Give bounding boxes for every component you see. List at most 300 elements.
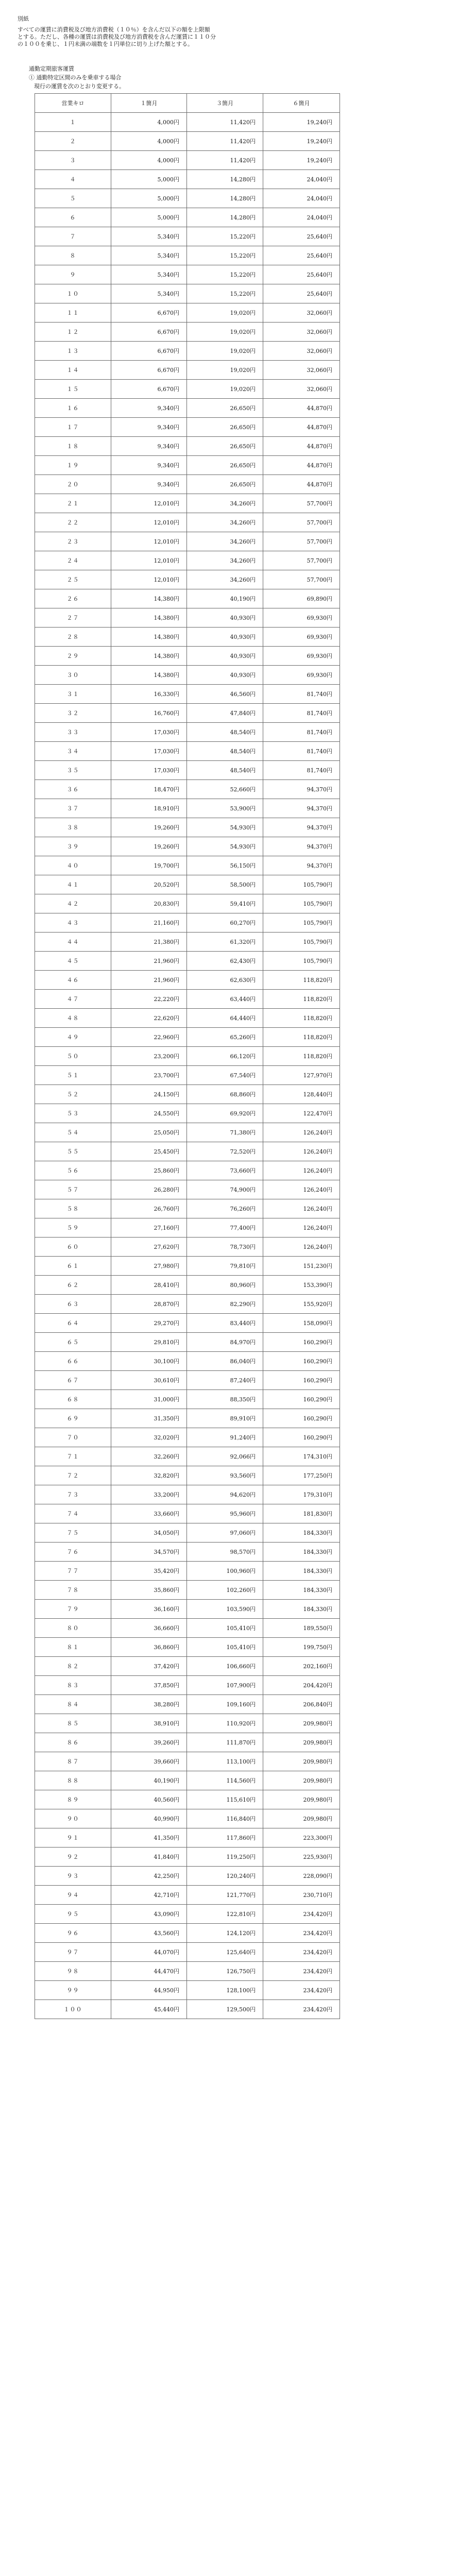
- table-row: [35, 1428, 340, 1447]
- cell-distance: ６４: [35, 1314, 111, 1333]
- cell-1-month: 29,270円: [111, 1314, 187, 1333]
- cell-6-month: 44,870円: [263, 399, 340, 418]
- cell-distance: ７３: [35, 1485, 111, 1504]
- cell-3-month: 34,260円: [187, 551, 263, 570]
- cell-distance: ９４: [35, 1886, 111, 1905]
- cell-distance: ５: [35, 189, 111, 208]
- cell-3-month: 47,840円: [187, 704, 263, 723]
- table-row: [35, 1543, 340, 1562]
- cell-distance: ２６: [35, 589, 111, 608]
- table-row: [35, 875, 340, 894]
- table-row: [35, 666, 340, 685]
- cell-6-month: 209,980円: [263, 1733, 340, 1752]
- cell-6-month: 234,420円: [263, 1943, 340, 1962]
- cell-6-month: 209,980円: [263, 1809, 340, 1828]
- cell-3-month: 78,730円: [187, 1238, 263, 1257]
- cell-6-month: 209,980円: [263, 1771, 340, 1790]
- cell-distance: ３７: [35, 799, 111, 818]
- cell-distance: ４３: [35, 913, 111, 933]
- cell-3-month: 59,410円: [187, 894, 263, 913]
- table-row: [35, 1638, 340, 1657]
- cell-1-month: 22,960円: [111, 1028, 187, 1047]
- header-3-month: ３箇月: [187, 94, 263, 113]
- cell-distance: ２７: [35, 608, 111, 628]
- cell-3-month: 19,020円: [187, 303, 263, 323]
- cell-3-month: 11,420円: [187, 113, 263, 132]
- cell-6-month: 126,240円: [263, 1218, 340, 1238]
- cell-3-month: 26,650円: [187, 456, 263, 475]
- table-row: [35, 1848, 340, 1867]
- cell-distance: ６: [35, 208, 111, 227]
- cell-6-month: 184,330円: [263, 1543, 340, 1562]
- cell-6-month: 234,420円: [263, 1905, 340, 1924]
- cell-3-month: 105,410円: [187, 1638, 263, 1657]
- cell-distance: １４: [35, 361, 111, 380]
- cell-3-month: 72,520円: [187, 1142, 263, 1161]
- cell-1-month: 29,810円: [111, 1333, 187, 1352]
- table-row: [35, 475, 340, 494]
- cell-6-month: 57,700円: [263, 513, 340, 532]
- cell-6-month: 234,420円: [263, 1962, 340, 1981]
- cell-distance: ５４: [35, 1123, 111, 1142]
- cell-1-month: 6,670円: [111, 342, 187, 361]
- cell-3-month: 14,280円: [187, 208, 263, 227]
- cell-distance: ８９: [35, 1790, 111, 1809]
- cell-1-month: 34,050円: [111, 1523, 187, 1543]
- table-row: [35, 1657, 340, 1676]
- cell-distance: ３５: [35, 761, 111, 780]
- cell-3-month: 65,260円: [187, 1028, 263, 1047]
- cell-distance: １６: [35, 399, 111, 418]
- cell-distance: ４０: [35, 856, 111, 875]
- table-row: [35, 1752, 340, 1771]
- cell-1-month: 38,910円: [111, 1714, 187, 1733]
- cell-3-month: 15,220円: [187, 284, 263, 303]
- cell-distance: １１: [35, 303, 111, 323]
- cell-1-month: 18,470円: [111, 780, 187, 799]
- cell-1-month: 33,200円: [111, 1485, 187, 1504]
- cell-distance: ３: [35, 151, 111, 170]
- cell-3-month: 46,560円: [187, 685, 263, 704]
- cell-3-month: 88,350円: [187, 1390, 263, 1409]
- cell-3-month: 54,930円: [187, 837, 263, 856]
- cell-1-month: 31,350円: [111, 1409, 187, 1428]
- table-row: [35, 1218, 340, 1238]
- cell-6-month: 57,700円: [263, 551, 340, 570]
- cell-distance: １９: [35, 456, 111, 475]
- cell-1-month: 28,870円: [111, 1295, 187, 1314]
- cell-distance: ４８: [35, 1009, 111, 1028]
- cell-3-month: 87,240円: [187, 1371, 263, 1390]
- cell-6-month: 81,740円: [263, 704, 340, 723]
- cell-distance: ４: [35, 170, 111, 189]
- table-row: [35, 1123, 340, 1142]
- cell-distance: ７４: [35, 1504, 111, 1523]
- cell-1-month: 42,250円: [111, 1867, 187, 1886]
- table-row: [35, 1695, 340, 1714]
- cell-1-month: 39,660円: [111, 1752, 187, 1771]
- intro-line-1: すべての運賃に消費税及び地方消費税（１０％）を含んだ以下の額を上限額: [18, 26, 210, 33]
- table-row: [35, 532, 340, 551]
- cell-distance: ４９: [35, 1028, 111, 1047]
- cell-1-month: 41,840円: [111, 1848, 187, 1867]
- cell-1-month: 6,670円: [111, 361, 187, 380]
- cell-3-month: 52,660円: [187, 780, 263, 799]
- intro-heading: 別紙: [18, 15, 29, 22]
- cell-1-month: 12,010円: [111, 532, 187, 551]
- cell-distance: ７２: [35, 1466, 111, 1485]
- table-row: [35, 189, 340, 208]
- cell-6-month: 94,370円: [263, 837, 340, 856]
- cell-distance: ５３: [35, 1104, 111, 1123]
- table-row: [35, 1009, 340, 1028]
- cell-3-month: 103,590円: [187, 1600, 263, 1619]
- cell-1-month: 33,660円: [111, 1504, 187, 1523]
- table-header-row: [35, 94, 340, 113]
- cell-1-month: 19,260円: [111, 818, 187, 837]
- cell-1-month: 42,710円: [111, 1886, 187, 1905]
- table-row: [35, 265, 340, 284]
- cell-3-month: 128,100円: [187, 1981, 263, 2000]
- cell-distance: ４７: [35, 990, 111, 1009]
- cell-3-month: 122,810円: [187, 1905, 263, 1924]
- table-row: [35, 1523, 340, 1543]
- cell-1-month: 44,950円: [111, 1981, 187, 2000]
- table-row: [35, 342, 340, 361]
- cell-6-month: 118,820円: [263, 1009, 340, 1028]
- cell-6-month: 184,330円: [263, 1581, 340, 1600]
- fare-table-1: [35, 93, 340, 2019]
- cell-distance: ５６: [35, 1161, 111, 1180]
- cell-distance: ２: [35, 132, 111, 151]
- table-row: [35, 1085, 340, 1104]
- cell-3-month: 48,540円: [187, 761, 263, 780]
- cell-1-month: 21,380円: [111, 933, 187, 952]
- cell-distance: ５１: [35, 1066, 111, 1085]
- cell-1-month: 17,030円: [111, 761, 187, 780]
- cell-6-month: 69,890円: [263, 589, 340, 608]
- table-row: [35, 1981, 340, 2000]
- table-row: [35, 647, 340, 666]
- cell-6-month: 204,420円: [263, 1676, 340, 1695]
- cell-6-month: 179,310円: [263, 1485, 340, 1504]
- cell-1-month: 19,260円: [111, 837, 187, 856]
- cell-3-month: 94,620円: [187, 1485, 263, 1504]
- cell-3-month: 95,960円: [187, 1504, 263, 1523]
- cell-3-month: 26,650円: [187, 399, 263, 418]
- cell-distance: １３: [35, 342, 111, 361]
- cell-1-month: 5,000円: [111, 189, 187, 208]
- cell-distance: ６７: [35, 1371, 111, 1390]
- cell-distance: ２９: [35, 647, 111, 666]
- table-row: [35, 1771, 340, 1790]
- table-row: [35, 1314, 340, 1333]
- cell-distance: ２５: [35, 570, 111, 589]
- table-row: [35, 1333, 340, 1352]
- table-row: [35, 1352, 340, 1371]
- table-row: [35, 1905, 340, 1924]
- cell-3-month: 113,100円: [187, 1752, 263, 1771]
- cell-6-month: 105,790円: [263, 913, 340, 933]
- intro-line-2: とする。ただし、各種の運賃は消費税及び地方消費税を含んだ運賃に１１０分: [18, 33, 216, 40]
- cell-1-month: 36,160円: [111, 1600, 187, 1619]
- cell-6-month: 25,640円: [263, 227, 340, 246]
- cell-1-month: 34,570円: [111, 1543, 187, 1562]
- cell-3-month: 121,770円: [187, 1886, 263, 1905]
- table-row: [35, 1257, 340, 1276]
- table-row: [35, 323, 340, 342]
- cell-3-month: 80,960円: [187, 1276, 263, 1295]
- table-row: [35, 1676, 340, 1695]
- table-row: [35, 1619, 340, 1638]
- cell-6-month: 174,310円: [263, 1447, 340, 1466]
- cell-distance: ４６: [35, 971, 111, 990]
- cell-1-month: 9,340円: [111, 418, 187, 437]
- cell-distance: ６６: [35, 1352, 111, 1371]
- cell-1-month: 27,160円: [111, 1218, 187, 1238]
- cell-1-month: 12,010円: [111, 570, 187, 589]
- cell-distance: ２１: [35, 494, 111, 513]
- cell-3-month: 117,860円: [187, 1828, 263, 1848]
- cell-3-month: 26,650円: [187, 418, 263, 437]
- cell-1-month: 30,100円: [111, 1352, 187, 1371]
- cell-distance: ８２: [35, 1657, 111, 1676]
- cell-distance: ９２: [35, 1848, 111, 1867]
- table-row: [35, 1733, 340, 1752]
- table-row: [35, 818, 340, 837]
- cell-3-month: 126,750円: [187, 1962, 263, 1981]
- table-row: [35, 570, 340, 589]
- table-row: [35, 1714, 340, 1733]
- cell-1-month: 43,090円: [111, 1905, 187, 1924]
- cell-6-month: 19,240円: [263, 132, 340, 151]
- cell-6-month: 69,930円: [263, 647, 340, 666]
- cell-distance: ６５: [35, 1333, 111, 1352]
- cell-6-month: 225,930円: [263, 1848, 340, 1867]
- table-row: [35, 1104, 340, 1123]
- cell-6-month: 234,420円: [263, 2000, 340, 2019]
- cell-distance: ８７: [35, 1752, 111, 1771]
- cell-3-month: 63,440円: [187, 990, 263, 1009]
- cell-6-month: 25,640円: [263, 246, 340, 265]
- cell-distance: ９０: [35, 1809, 111, 1828]
- cell-3-month: 26,650円: [187, 475, 263, 494]
- cell-6-month: 160,290円: [263, 1428, 340, 1447]
- cell-distance: ３１: [35, 685, 111, 704]
- cell-distance: ５２: [35, 1085, 111, 1104]
- cell-1-month: 35,420円: [111, 1562, 187, 1581]
- cell-6-month: 44,870円: [263, 437, 340, 456]
- cell-6-month: 25,640円: [263, 284, 340, 303]
- cell-distance: ３２: [35, 704, 111, 723]
- table-row: [35, 1562, 340, 1581]
- cell-distance: ８０: [35, 1619, 111, 1638]
- cell-1-month: 9,340円: [111, 399, 187, 418]
- cell-3-month: 56,150円: [187, 856, 263, 875]
- table-row: [35, 418, 340, 437]
- cell-1-month: 39,260円: [111, 1733, 187, 1752]
- cell-1-month: 5,000円: [111, 208, 187, 227]
- table-row: [35, 856, 340, 875]
- cell-1-month: 27,980円: [111, 1257, 187, 1276]
- cell-3-month: 14,280円: [187, 170, 263, 189]
- table-row: [35, 704, 340, 723]
- cell-distance: ８６: [35, 1733, 111, 1752]
- cell-6-month: 189,550円: [263, 1619, 340, 1638]
- cell-6-month: 81,740円: [263, 761, 340, 780]
- cell-1-month: 21,960円: [111, 971, 187, 990]
- cell-1-month: 14,380円: [111, 628, 187, 647]
- cell-1-month: 36,860円: [111, 1638, 187, 1657]
- cell-3-month: 86,040円: [187, 1352, 263, 1371]
- cell-distance: ５０: [35, 1047, 111, 1066]
- cell-3-month: 53,900円: [187, 799, 263, 818]
- cell-6-month: 94,370円: [263, 818, 340, 837]
- cell-distance: ５７: [35, 1180, 111, 1199]
- table-row: [35, 1142, 340, 1161]
- table-row: [35, 227, 340, 246]
- cell-6-month: 94,370円: [263, 856, 340, 875]
- table-row: [35, 132, 340, 151]
- cell-distance: ２４: [35, 551, 111, 570]
- table-row: [35, 1409, 340, 1428]
- cell-distance: ４５: [35, 952, 111, 971]
- cell-6-month: 81,740円: [263, 723, 340, 742]
- cell-3-month: 125,640円: [187, 1943, 263, 1962]
- cell-3-month: 109,160円: [187, 1695, 263, 1714]
- cell-distance: ８８: [35, 1771, 111, 1790]
- cell-6-month: 105,790円: [263, 952, 340, 971]
- cell-3-month: 14,280円: [187, 189, 263, 208]
- cell-1-month: 12,010円: [111, 513, 187, 532]
- table-row: [35, 1295, 340, 1314]
- cell-6-month: 81,740円: [263, 742, 340, 761]
- cell-6-month: 24,040円: [263, 170, 340, 189]
- cell-3-month: 76,260円: [187, 1199, 263, 1218]
- cell-6-month: 69,930円: [263, 608, 340, 628]
- cell-1-month: 40,190円: [111, 1771, 187, 1790]
- cell-1-month: 37,850円: [111, 1676, 187, 1695]
- cell-3-month: 68,860円: [187, 1085, 263, 1104]
- cell-1-month: 40,990円: [111, 1809, 187, 1828]
- cell-6-month: 32,060円: [263, 303, 340, 323]
- cell-3-month: 62,430円: [187, 952, 263, 971]
- table-row: [35, 685, 340, 704]
- cell-6-month: 32,060円: [263, 342, 340, 361]
- cell-distance: ４４: [35, 933, 111, 952]
- cell-3-month: 83,440円: [187, 1314, 263, 1333]
- cell-3-month: 48,540円: [187, 742, 263, 761]
- section1-subtitle: ① 通勤特定区間のみを乗車する場合: [29, 74, 122, 81]
- cell-3-month: 119,250円: [187, 1848, 263, 1867]
- cell-3-month: 100,960円: [187, 1562, 263, 1581]
- cell-6-month: 199,750円: [263, 1638, 340, 1657]
- cell-distance: ３６: [35, 780, 111, 799]
- cell-6-month: 184,330円: [263, 1523, 340, 1543]
- cell-6-month: 24,040円: [263, 189, 340, 208]
- cell-6-month: 126,240円: [263, 1199, 340, 1218]
- cell-1-month: 25,450円: [111, 1142, 187, 1161]
- cell-1-month: 5,340円: [111, 227, 187, 246]
- cell-distance: ７５: [35, 1523, 111, 1543]
- table-row: [35, 1962, 340, 1981]
- table-row: [35, 246, 340, 265]
- cell-3-month: 19,020円: [187, 380, 263, 399]
- intro-block: [18, 15, 430, 48]
- cell-3-month: 71,380円: [187, 1123, 263, 1142]
- cell-3-month: 89,910円: [187, 1409, 263, 1428]
- cell-distance: １００: [35, 2000, 111, 2019]
- cell-3-month: 26,650円: [187, 437, 263, 456]
- cell-3-month: 15,220円: [187, 265, 263, 284]
- cell-6-month: 44,870円: [263, 456, 340, 475]
- cell-1-month: 19,700円: [111, 856, 187, 875]
- cell-distance: ３９: [35, 837, 111, 856]
- cell-1-month: 27,620円: [111, 1238, 187, 1257]
- cell-1-month: 31,000円: [111, 1390, 187, 1409]
- cell-6-month: 209,980円: [263, 1714, 340, 1733]
- cell-3-month: 48,540円: [187, 723, 263, 742]
- cell-3-month: 40,190円: [187, 589, 263, 608]
- table-row: [35, 933, 340, 952]
- cell-6-month: 69,930円: [263, 628, 340, 647]
- cell-1-month: 16,330円: [111, 685, 187, 704]
- table-row: [35, 1790, 340, 1809]
- table-row: [35, 761, 340, 780]
- table-row: [35, 456, 340, 475]
- cell-1-month: 26,760円: [111, 1199, 187, 1218]
- cell-1-month: 5,340円: [111, 284, 187, 303]
- cell-distance: ６０: [35, 1238, 111, 1257]
- cell-3-month: 34,260円: [187, 494, 263, 513]
- cell-distance: ４２: [35, 894, 111, 913]
- cell-3-month: 107,900円: [187, 1676, 263, 1695]
- cell-distance: ９３: [35, 1867, 111, 1886]
- table-row: [35, 1600, 340, 1619]
- cell-6-month: 118,820円: [263, 971, 340, 990]
- cell-6-month: 105,790円: [263, 894, 340, 913]
- table-row: [35, 494, 340, 513]
- cell-1-month: 40,560円: [111, 1790, 187, 1809]
- cell-1-month: 45,440円: [111, 2000, 187, 2019]
- table-row: [35, 208, 340, 227]
- table-row: [35, 1485, 340, 1504]
- table-row: [35, 1276, 340, 1295]
- cell-6-month: 206,840円: [263, 1695, 340, 1714]
- cell-1-month: 4,000円: [111, 151, 187, 170]
- cell-1-month: 20,520円: [111, 875, 187, 894]
- cell-distance: ５８: [35, 1199, 111, 1218]
- cell-3-month: 82,290円: [187, 1295, 263, 1314]
- cell-3-month: 54,930円: [187, 818, 263, 837]
- cell-distance: ８３: [35, 1676, 111, 1695]
- cell-1-month: 32,020円: [111, 1428, 187, 1447]
- cell-distance: ３３: [35, 723, 111, 742]
- cell-6-month: 184,330円: [263, 1600, 340, 1619]
- cell-1-month: 32,260円: [111, 1447, 187, 1466]
- table-row: [35, 1180, 340, 1199]
- table-row: [35, 1238, 340, 1257]
- cell-6-month: 209,980円: [263, 1752, 340, 1771]
- cell-3-month: 98,570円: [187, 1543, 263, 1562]
- table-row: [35, 284, 340, 303]
- cell-3-month: 67,540円: [187, 1066, 263, 1085]
- cell-distance: １０: [35, 284, 111, 303]
- cell-1-month: 43,560円: [111, 1924, 187, 1943]
- table-row: [35, 1066, 340, 1085]
- cell-distance: ７８: [35, 1581, 111, 1600]
- cell-distance: １８: [35, 437, 111, 456]
